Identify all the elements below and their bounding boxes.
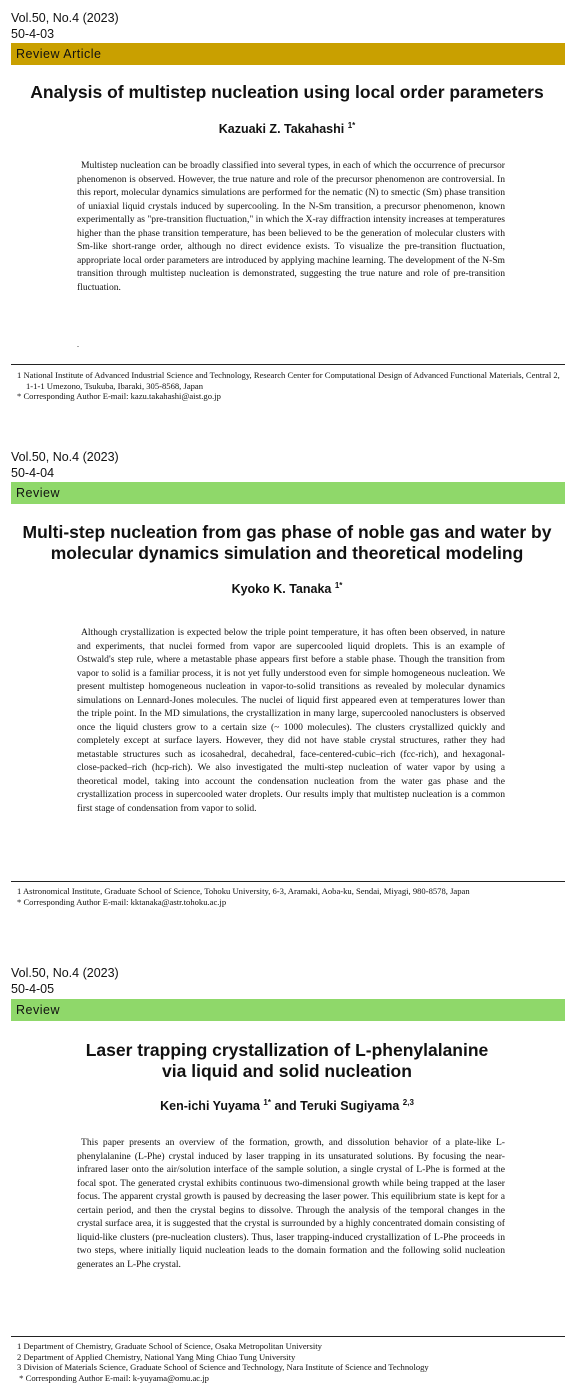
- title-line: Analysis of multistep nucleation using local order parameters: [30, 82, 544, 102]
- title-line: molecular dynamics simulation and theoretical modeling: [50, 543, 524, 563]
- corresponding-author: * Corresponding Author E-mail: k-yuyama@omu.ac.jp: [17, 1372, 209, 1383]
- category-label: Review: [16, 486, 60, 500]
- author-line: [0, 581, 574, 597]
- volume-label: Vol.50, No.4 (2023): [11, 450, 119, 464]
- article-title: [0, 1040, 574, 1082]
- volume-label: Vol.50, No.4 (2023): [11, 11, 119, 25]
- abstract: Although crystallization is expected below the triple point temperature, it has often been observed, in nature and experiments, that nuclei formed from vapor are supercooled liquid droplets. This is an example of Ostwald's step rule, where a metastable phase appears first before a stable phase. Though the transition from vapor to solid is a familiar process, it is not yet fully understood even for simple homogeneous nucleation. We present multistep homogeneous nucleation in vapor-to-solid transitions as revealed by molecular dynamics simulations on Lennard-Jones molecules. The nuclei of liquid first appeared even at temperatures lower than the triple point. In the MD simulations, the crystallization in many large, supercooled nanoclusters is observed once the liquid clusters grow to a certain size (~ 1000 molecules). The clusters crystallized quickly and completely except at surface layers. However, they did not have stable crystal structures, rather they had metastable structures such as icosahedral, decahedral, face-centered-cubic–rich (fcc-rich), and hexagonal-close-packed–rich (hcp-rich). We also investigated the multi-step nucleation of water vapor by using a theoretical model, taking into account the condensation nucleation from the water gas phase and the crystallization process in supercooled water droplets. Our results imply that multistep nucleation is a common first stage of condensation from vapor to solid.: [77, 627, 505, 814]
- category-band: [11, 999, 565, 1021]
- author-name: Ken-ichi Yuyama: [160, 1099, 260, 1113]
- affiliation-1: 1 Astronomical Institute, Graduate School of Science, Tohoku University, 6-3, Aramaki, Aoba-ku, Sendai, Miyagi, 980-8578, Japan: [17, 886, 470, 896]
- article-code: 50-4-05: [11, 982, 55, 996]
- affiliation-1: 1 Department of Chemistry, Graduate School of Science, Osaka Metropolitan University: [17, 1341, 322, 1351]
- author-affiliation-mark: 2,3: [402, 1098, 414, 1107]
- article-code: 50-4-03: [11, 27, 55, 41]
- title-line: Multi-step nucleation from gas phase of noble gas and water by: [22, 522, 552, 542]
- footnote-divider: [11, 1336, 565, 1337]
- article-code: 50-4-04: [11, 466, 55, 480]
- category-label: Review Article: [16, 47, 102, 61]
- affiliation-2: 2 Department of Applied Chemistry, National Yang Ming Chiao Tung University: [17, 1351, 296, 1362]
- category-label: Review: [16, 1003, 60, 1017]
- author-joiner: and: [274, 1099, 297, 1113]
- stray-mark: .: [77, 340, 79, 349]
- affiliations: [17, 886, 565, 907]
- affiliations: [17, 1341, 565, 1383]
- affiliation-3: 3 Division of Materials Science, Graduate School of Science and Technology, Nara Institute of Science and Technology: [17, 1362, 429, 1372]
- volume-label: Vol.50, No.4 (2023): [11, 966, 119, 980]
- corresponding-author: * Corresponding Author E-mail: kazu.takahashi@aist.go.jp: [17, 391, 221, 401]
- abstract: This paper presents an overview of the formation, growth, and dissolution behavior of a plate-like L-phenylalanine (L-Phe) crystal induced by laser trapping in its unsaturated solutions. By focusing the near-infrared laser onto the air/solution interface of the sample solution, a single crystal of L-Phe is formed at the focal spot. The generated crystal exhibits continuous two-dimensional growth while being trapped at the laser focus. The apparent crystal growth is paused by decreasing the laser power. This equilibrium state is kept for a certain period, and then the crystal begins to dissolve. Through the analysis of the temporal changes in the crystal surface area, it is suggested that the crystal is surrounded by a highly concentrated domain consisting of liquid-like clusters (pre-nucleation clusters). Thus, laser trapping-induced crystallization of L-Phe proceeds in two steps, where initially liquid nucleation leads to the domain formation and the following solid nucleation generates an L-Phe crystal.: [77, 1137, 505, 1270]
- author-line: [0, 1098, 574, 1114]
- affiliation-1: 1 National Institute of Advanced Industrial Science and Technology, Research Center for Computational Design of Advanced Functional Materials, Central 2, 1-1-1 Umezono, Tsukuba, Ibaraki, 305-8568, Japan: [17, 370, 560, 391]
- author-affiliation-mark: 1*: [334, 581, 343, 590]
- author-name: Kyoko K. Tanaka: [231, 582, 332, 596]
- author-name: Teruki Sugiyama: [300, 1099, 400, 1113]
- author-affiliation-mark: 1*: [263, 1098, 271, 1107]
- author-affiliation-mark: 1*: [347, 121, 356, 130]
- author-name: Kazuaki Z. Takahashi: [218, 122, 345, 136]
- category-band: [11, 482, 565, 504]
- title-line: via liquid and solid nucleation: [162, 1061, 412, 1081]
- corresponding-author: * Corresponding Author E-mail: kktanaka@astr.tohoku.ac.jp: [17, 896, 227, 907]
- abstract: Multistep nucleation can be broadly classified into several types, in each of which the occurrence of precursor phenomenon is observed. However, the true nature and role of the precursor phenomenon are controversial. In this report, molecular dynamics simulations are performed for the nematic (N) to smectic (Sm) phase transition of uniaxial liquid crystals induced by supercooling. In the N-Sm transition, a precursor phenomenon, known experimentally as "pre-transition fluctuation," in which the X-ray diffraction intensity increases at temperatures higher than the phase transition temperature, has been believed to be the generation of molecular clusters with Sm-like short-range order, although no direct evidence exists. To visualize the pre-transition fluctuation, appropriate local order parameters are introduced by applying machine learning. The development of the N-Sm transition through multistep nucleation is demonstrated, suggesting the true nature and role of pre-transition fluctuation.: [77, 160, 505, 293]
- footnote-divider: [11, 881, 565, 882]
- title-line: Laser trapping crystallization of L-phenylalanine: [85, 1040, 489, 1060]
- article-title: [0, 522, 574, 564]
